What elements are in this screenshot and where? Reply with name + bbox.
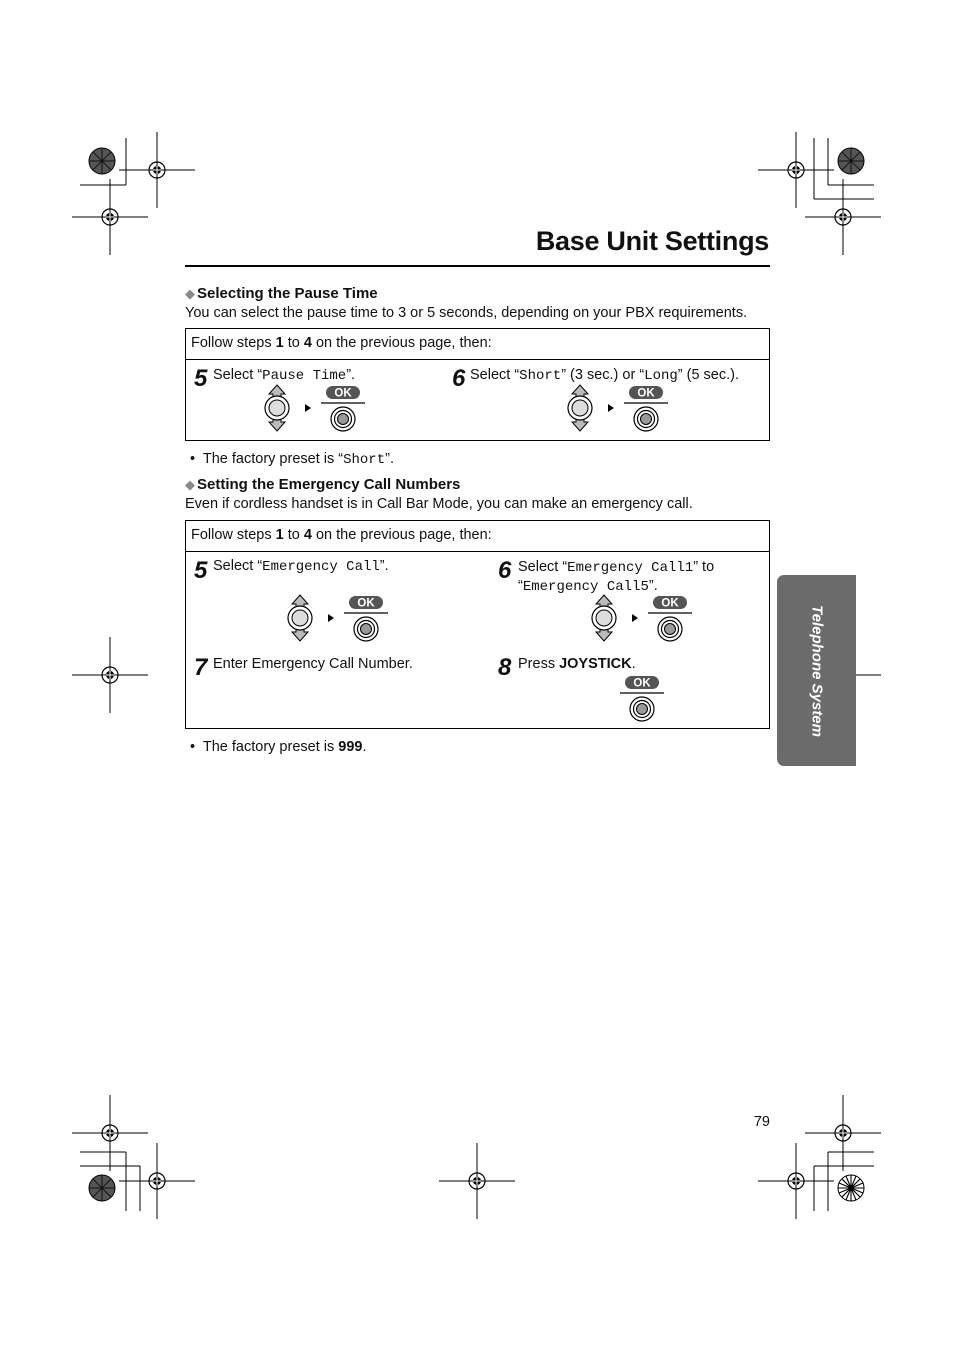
pause-step5-text: Select “Pause Time”. <box>213 367 356 384</box>
section-side-tab <box>777 575 856 766</box>
emergency-step8-text: Press JOYSTICK. <box>518 656 636 672</box>
pause-step6-text: Select “Short” (3 sec.) or “Long” (5 sec.). <box>470 367 740 384</box>
emergency-intro: Even if cordless handset is in Call Bar Mode, you can make an emergency call. <box>185 496 693 512</box>
pause-section-heading <box>185 285 378 302</box>
step-number-8: 8 <box>498 654 512 681</box>
joystick-then-ok-icon <box>261 385 371 435</box>
svg-text:OK: OK <box>637 387 655 400</box>
emergency-box-header: Follow steps 1 to 4 on the previous page, then: <box>186 521 769 552</box>
pause-step5-controls <box>261 385 371 440</box>
emergency-step6-controls <box>588 595 698 650</box>
pause-note: • The factory preset is “Short”. <box>190 451 394 468</box>
title-rule <box>185 265 770 267</box>
side-tab-label: Telephone System <box>808 605 826 737</box>
joystick-then-ok-icon <box>564 385 674 435</box>
pause-intro: You can select the pause time to 3 or 5 seconds, depending on your PBX requirements. <box>185 305 748 321</box>
emergency-heading-text: Setting the Emergency Call Numbers <box>197 476 461 493</box>
diamond-icon: ◆ <box>185 286 195 301</box>
emergency-step6-text: Select “Emergency Call1” to “Emergency Call5”. <box>518 559 715 595</box>
step-number-6: 6 <box>452 365 466 392</box>
svg-text:OK: OK <box>633 677 651 690</box>
emergency-step8-controls <box>622 675 662 730</box>
page-title: Base Unit Settings <box>535 226 769 256</box>
emergency-section-heading <box>185 476 460 493</box>
pause-box-header: Follow steps 1 to 4 on the previous page, then: <box>186 329 769 360</box>
pause-steps-box <box>185 328 770 441</box>
emergency-note: • The factory preset is 999. <box>190 739 367 755</box>
emergency-step5-controls <box>284 595 394 650</box>
emergency-step7-text: Enter Emergency Call Number. <box>213 656 413 672</box>
ok-button-icon <box>622 675 662 725</box>
page-number: 79 <box>753 1114 770 1130</box>
emergency-step5-text: Select “Emergency Call”. <box>213 558 389 575</box>
step-number-6: 6 <box>498 557 512 584</box>
svg-text:OK: OK <box>334 387 352 400</box>
joystick-then-ok-icon <box>588 595 698 645</box>
emergency-steps-box <box>185 520 770 729</box>
step-number-7: 7 <box>194 654 208 681</box>
step-number-5: 5 <box>194 557 208 584</box>
step-number-5: 5 <box>194 365 208 392</box>
svg-text:OK: OK <box>357 597 375 610</box>
joystick-then-ok-icon <box>284 595 394 645</box>
diamond-icon: ◆ <box>185 477 195 492</box>
pause-heading-text: Selecting the Pause Time <box>197 285 378 302</box>
svg-text:OK: OK <box>661 597 679 610</box>
pause-step6-controls <box>564 385 674 440</box>
